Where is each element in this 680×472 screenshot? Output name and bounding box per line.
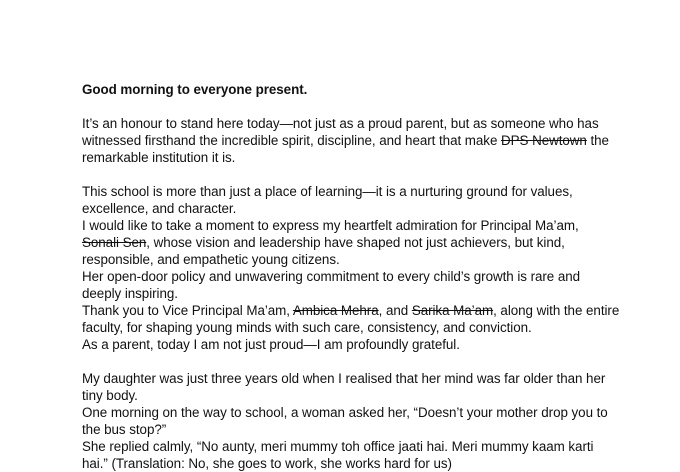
text-line: remarkable institution it is. [82, 150, 236, 165]
text-span: , along with the entire [493, 303, 620, 318]
text-line: My daughter was just three years old when I realised that her mind was far older than her [82, 371, 606, 386]
text-line: hai.” (Translation: No, she goes to work, she works hard for us) [82, 456, 452, 471]
text-line [82, 302, 620, 319]
text-line: I would like to take a moment to express my heartfelt admiration for Principal Ma’am, [82, 218, 579, 233]
text-line [82, 234, 600, 251]
text-line: It’s an honour to stand here today—not just as a proud parent, but as someone who has [82, 116, 599, 131]
paragraph-school [82, 183, 620, 353]
text-line: faculty, for shaping young minds with such care, consistency, and conviction. [82, 320, 532, 335]
text-span: Thank you to Vice Principal Ma’am, [82, 303, 293, 318]
text-line [82, 132, 609, 149]
paragraph-honour [82, 115, 609, 166]
struck-school-name: DPS Newtown [501, 133, 587, 148]
text-span: the [586, 133, 609, 148]
text-line: excellence, and character. [82, 201, 237, 216]
text-line: responsible, and empathetic young citizens. [82, 252, 340, 267]
text-line: She replied calmly, “No aunty, meri mummy toh office jaati hai. Meri mummy kaam karti [82, 439, 594, 454]
struck-teacher-name: Sarika Ma’am [411, 303, 494, 318]
text-line: the bus stop?” [82, 422, 167, 437]
text-line: As a parent, today I am not just proud—I am profoundly grateful. [82, 337, 460, 352]
text-line: deeply inspiring. [82, 286, 178, 301]
struck-principal-name: Sonali Sen [82, 235, 147, 250]
text-line: This school is more than just a place of learning—it is a nurturing ground for values, [82, 184, 573, 199]
text-span: , and [378, 303, 412, 318]
text-span: witnessed firsthand the incredible spirit, discipline, and heart that make [82, 133, 502, 148]
paragraph-daughter [82, 370, 608, 472]
greeting-heading: Good morning to everyone present. [82, 82, 308, 97]
text-span: , whose vision and leadership have shaped not just achievers, but kind, [146, 235, 565, 250]
text-line: Her open-door policy and unwavering commitment to every child’s growth is rare and [82, 269, 581, 284]
text-line: One morning on the way to school, a woman asked her, “Doesn’t your mother drop you to [82, 405, 608, 420]
struck-vice-principal-name: Ambica Mehra [292, 303, 379, 318]
text-line: tiny body. [82, 388, 138, 403]
